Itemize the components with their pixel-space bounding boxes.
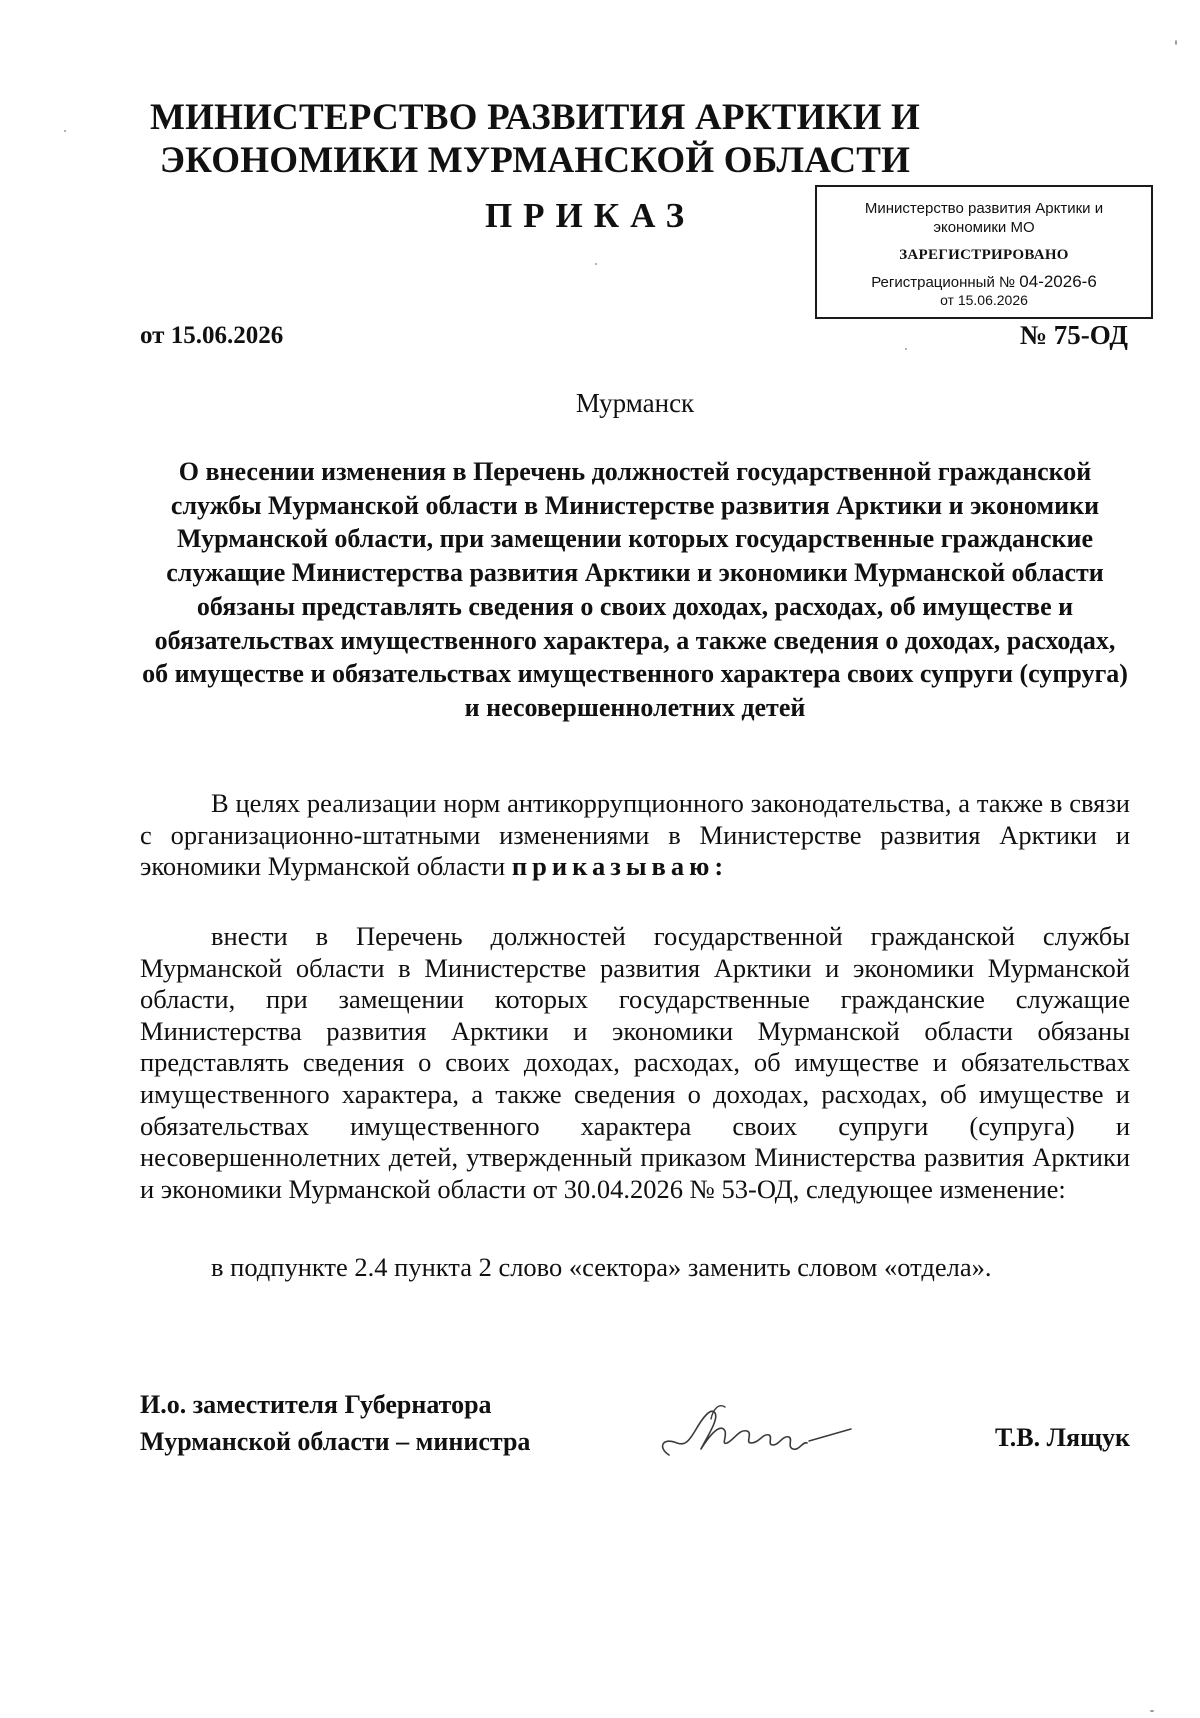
order-word: приказываю: — [511, 851, 729, 882]
stamp-status: ЗАРЕГИСТРИРОВАНО — [899, 247, 1069, 263]
stamp-org-line-1: Министерство развития Арктики и — [864, 200, 1104, 217]
signatory-name: Т.В. Лящук — [995, 1423, 1130, 1452]
ministry-name-line-2: ЭКОНОМИКИ МУРМАНСКОЙ ОБЛАСТИ — [159, 140, 911, 181]
scan-speck — [1175, 40, 1177, 45]
stamp-org-line-2: экономики МО — [933, 219, 1035, 236]
stamp-registration-line — [817, 272, 1151, 292]
registration-stamp — [815, 185, 1153, 319]
document-subject: О внесении изменения в Перечень должностей государственной гражданской службы Мурманской области в Министерстве развития Арктики и экономики Мурманской области, при замещении которых государственные гражданские служащие Министерства развития Арктики и экономики Мурманской области обязаны представлять сведения о своих доходах, расходах, об имуществе и обязательствах имущественного характера, а также сведения о доходах, расходах, об имуществе и обязательствах имущественного характера своих супруги (супруга) и несовершеннолетних детей — [142, 457, 1128, 722]
stamp-date-label: от — [940, 292, 954, 308]
preamble-text: В целях реализации норм антикоррупционного законодательства, а также в связи с организационно-штатными изменениями в Министерстве развития Арктики и экономики Мурманской области — [140, 788, 1130, 882]
scan-speck — [1150, 1710, 1154, 1712]
ministry-name-line-1: МИНИСТЕРСТВО РАЗВИТИЯ АРКТИКИ И — [149, 97, 921, 138]
stamp-registration-number: 04-2026-6 — [1019, 272, 1097, 291]
signatory-title — [140, 1386, 530, 1460]
amendment-paragraph: в подпункте 2.4 пункта 2 слово «сектора» заменить словом «отдела». — [211, 1252, 992, 1282]
handwritten-signature — [655, 1385, 865, 1475]
scan-speck — [905, 348, 907, 350]
stamp-date-line — [817, 292, 1151, 309]
stamp-registration-label: Регистрационный № — [871, 274, 1016, 291]
directive-paragraph — [140, 921, 1130, 1205]
preamble-paragraph — [140, 788, 1130, 883]
scan-speck — [595, 263, 597, 265]
signatory-title-line-1: И.о. заместителя Губернатора — [140, 1390, 492, 1419]
directive-text: внести в Перечень должностей государственной гражданской службы Мурманской области в Министерстве развития Арктики и экономики Мурманской области, при замещении которых государственные гражданские служащие Министерства развития Арктики и экономики Мурманской области обязаны представлять сведения о своих доходах, расходах, об имуществе и обязательствах имущественного характера, а также сведения о доходах, расходах, об имуществе и обязательствах имущественного характера своих супруги (супруга) и несовершеннолетних детей, утвержденный приказом Министерства развития Арктики и экономики Мурманской области от 30.04.2026 № 53-ОД, следующее изменение: — [140, 921, 1130, 1204]
scan-speck — [64, 130, 66, 132]
signatory-title-line-2: Мурманской области – министра — [140, 1427, 531, 1456]
ministry-header — [140, 96, 930, 182]
order-number: № 75-ОД — [1019, 320, 1128, 350]
document-type-title: ПРИКАЗ — [484, 196, 696, 235]
city-name: Мурманск — [575, 388, 695, 418]
stamp-date: 15.06.2026 — [957, 292, 1028, 308]
order-date: от 15.06.2026 — [140, 322, 284, 349]
